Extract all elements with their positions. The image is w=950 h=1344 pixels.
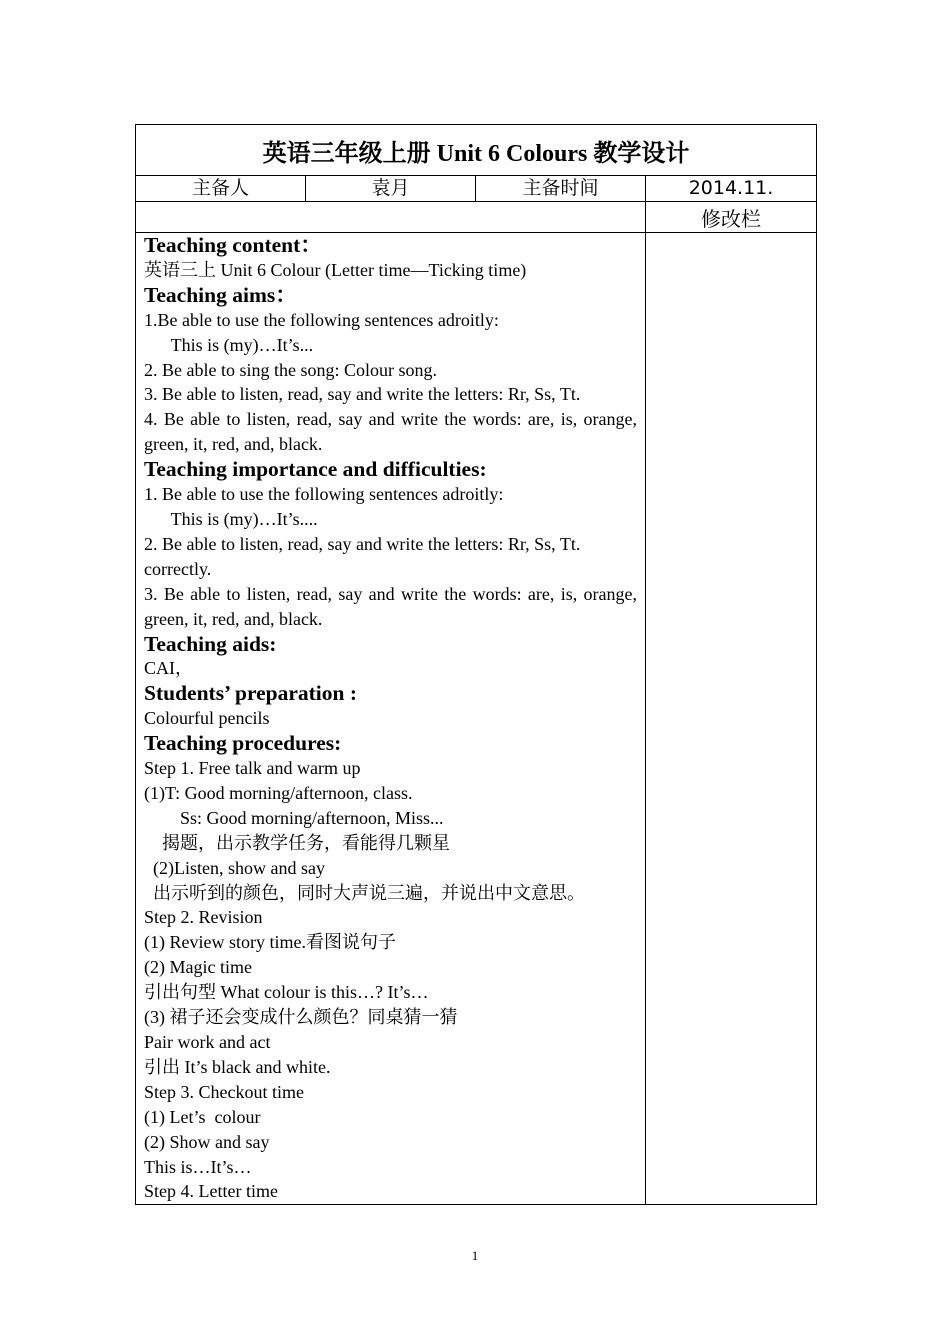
- content-line: Pair work and act: [144, 1032, 271, 1052]
- revision-column-label: 修改栏: [646, 202, 817, 233]
- content-line: This is (my)…It’s...: [144, 334, 314, 355]
- content-line: 引出句型 What colour is this…? It’s…: [144, 982, 429, 1003]
- content-line: (3) 裙子还会变成什么颜色？同桌猜一猜: [144, 1007, 458, 1028]
- content-line: Step 4. Letter time: [144, 1181, 278, 1202]
- content-line: 引出 It’s black and white.: [144, 1056, 331, 1077]
- content-line: 2. Be able to listen, read, say and write the letters: Rr, Ss, Tt.: [144, 533, 581, 554]
- section-heading: Teaching importance and difficulties:: [144, 457, 487, 482]
- preparer-label: 主备人: [136, 176, 306, 202]
- content-line: 1.Be able to use the following sentences adroitly:: [144, 309, 499, 330]
- content-line: Colourful pencils: [144, 708, 270, 729]
- content-line: This is…It’s…: [144, 1156, 252, 1177]
- content-line: Ss: Good morning/afternoon, Miss...: [144, 807, 444, 828]
- preparer-name: 袁月: [306, 176, 476, 202]
- section-heading: Teaching procedures:: [144, 731, 342, 756]
- content-line: 英语三上 Unit 6 Colour (Letter time—Ticking time): [144, 259, 527, 280]
- section-heading: Teaching aids:: [144, 631, 277, 656]
- content-line: (2) Show and say: [144, 1131, 270, 1152]
- date-label: 主备时间: [476, 176, 646, 202]
- content-line: Step 2. Revision: [144, 907, 263, 928]
- content-line: (1)T: Good morning/afternoon, class.: [144, 782, 413, 803]
- lesson-content: [136, 233, 646, 1205]
- content-line: Step 1. Free talk and warm up: [144, 758, 361, 779]
- content-line: (2)Listen, show and say: [144, 857, 325, 878]
- content-line: 1. Be able to use the following sentences adroitly:: [144, 484, 504, 505]
- content-line: 3. Be able to listen, read, say and write the letters: Rr, Ss, Tt.: [144, 384, 581, 405]
- content-line: This is (my)…It’s....: [144, 508, 318, 529]
- section-heading: Teaching aims：: [144, 282, 297, 307]
- lesson-plan-table: [135, 124, 817, 1205]
- page-number: 1: [471, 1248, 479, 1263]
- revision-notes-cell: [646, 233, 817, 1205]
- blank-header-cell: [136, 202, 646, 233]
- document-title: 英语三年级上册 Unit 6 Colours 教学设计: [136, 125, 817, 176]
- content-line: correctly.: [144, 558, 212, 579]
- content-line: 出示听到的颜色，同时大声说三遍，并说出中文意思。: [144, 882, 585, 903]
- content-line: Step 3. Checkout time: [144, 1081, 304, 1102]
- content-line: 2. Be able to sing the song: Colour song.: [144, 359, 437, 380]
- content-line: (1) Review story time.看图说句子: [144, 932, 396, 953]
- content-line: (1) Let’s colour: [144, 1106, 261, 1127]
- section-heading: Teaching content：: [144, 233, 322, 257]
- preparation-date: 2014.11.: [646, 176, 817, 202]
- content-line: CAI，: [144, 658, 193, 679]
- content-paragraph: 3. Be able to listen, read, say and write the words: are, is, orange, green, it, red, and, black.: [144, 583, 637, 629]
- content-paragraph: 4. Be able to listen, read, say and write the words: are, is, orange, green, it, red, and, black.: [144, 409, 637, 455]
- section-heading: Students’ preparation :: [144, 681, 358, 706]
- content-line: 揭题，出示教学任务，看能得几颗星: [144, 832, 450, 853]
- content-line: (2) Magic time: [144, 957, 252, 978]
